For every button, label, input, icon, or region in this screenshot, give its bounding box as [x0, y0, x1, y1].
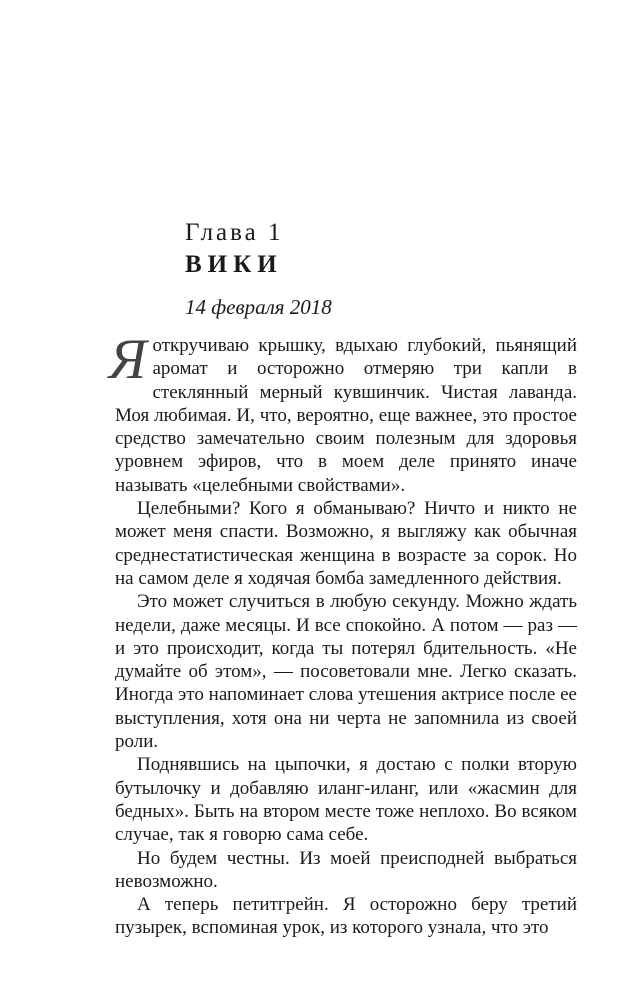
chapter-title: ВИКИ — [185, 251, 283, 278]
paragraph-2: Целебными? Кого я обманываю? Ничто и никто не может меня спасти. Возможно, я выгляжу как обычная среднестатистическая женщина в возрасте за сорок. Но на самом деле я ходячая бомба замедленного действия. — [115, 498, 577, 589]
paragraph-5: Но будем честны. Из моей преисподней выбраться невозможно. — [115, 847, 577, 892]
chapter-label: Глава 1 — [185, 219, 284, 246]
paragraph-1 — [109, 328, 577, 497]
paragraph-3: Это может случиться в любую секунду. Можно ждать недели, даже месяцы. И все спокойно. А потом — раз — и это происходит, когда ты потерял бдительность. «Не думайте об этом», — посоветовали мне. Легко сказать. Иногда это напоминает слова утешения актрисе после ее выступления, хотя она ни черта не запомнила из своей роли. — [115, 591, 577, 753]
paragraph-4: Поднявшись на цыпочки, я достаю с полки вторую бутылочку и добавляю иланг-иланг, или «жасмин для бедных». Быть на втором месте тоже неплохо. Во всяком случае, так я говорю сама себе. — [115, 754, 577, 846]
paragraph-6: А теперь петитгрейн. Я осторожно беру третий пузырек, вспоминая урок, из которого узнала, что это — [115, 894, 577, 939]
chapter-date: 14 февраля 2018 — [185, 295, 332, 319]
paragraph-1-text: откручиваю крышку, вдыхаю глубокий, пьянящий аромат и осторожно отмеряю три капли в стеклянный мерный кувшинчик. Чистая лаванда. Моя любимая. И, что, вероятно, еще важнее, это простое средство замечательно своим полезным для здоровья уровнем эфиров, что в моем деле принято иначе называть «целебными свойствами». — [115, 335, 577, 496]
body-text — [109, 328, 577, 940]
drop-cap: Я — [109, 328, 147, 391]
